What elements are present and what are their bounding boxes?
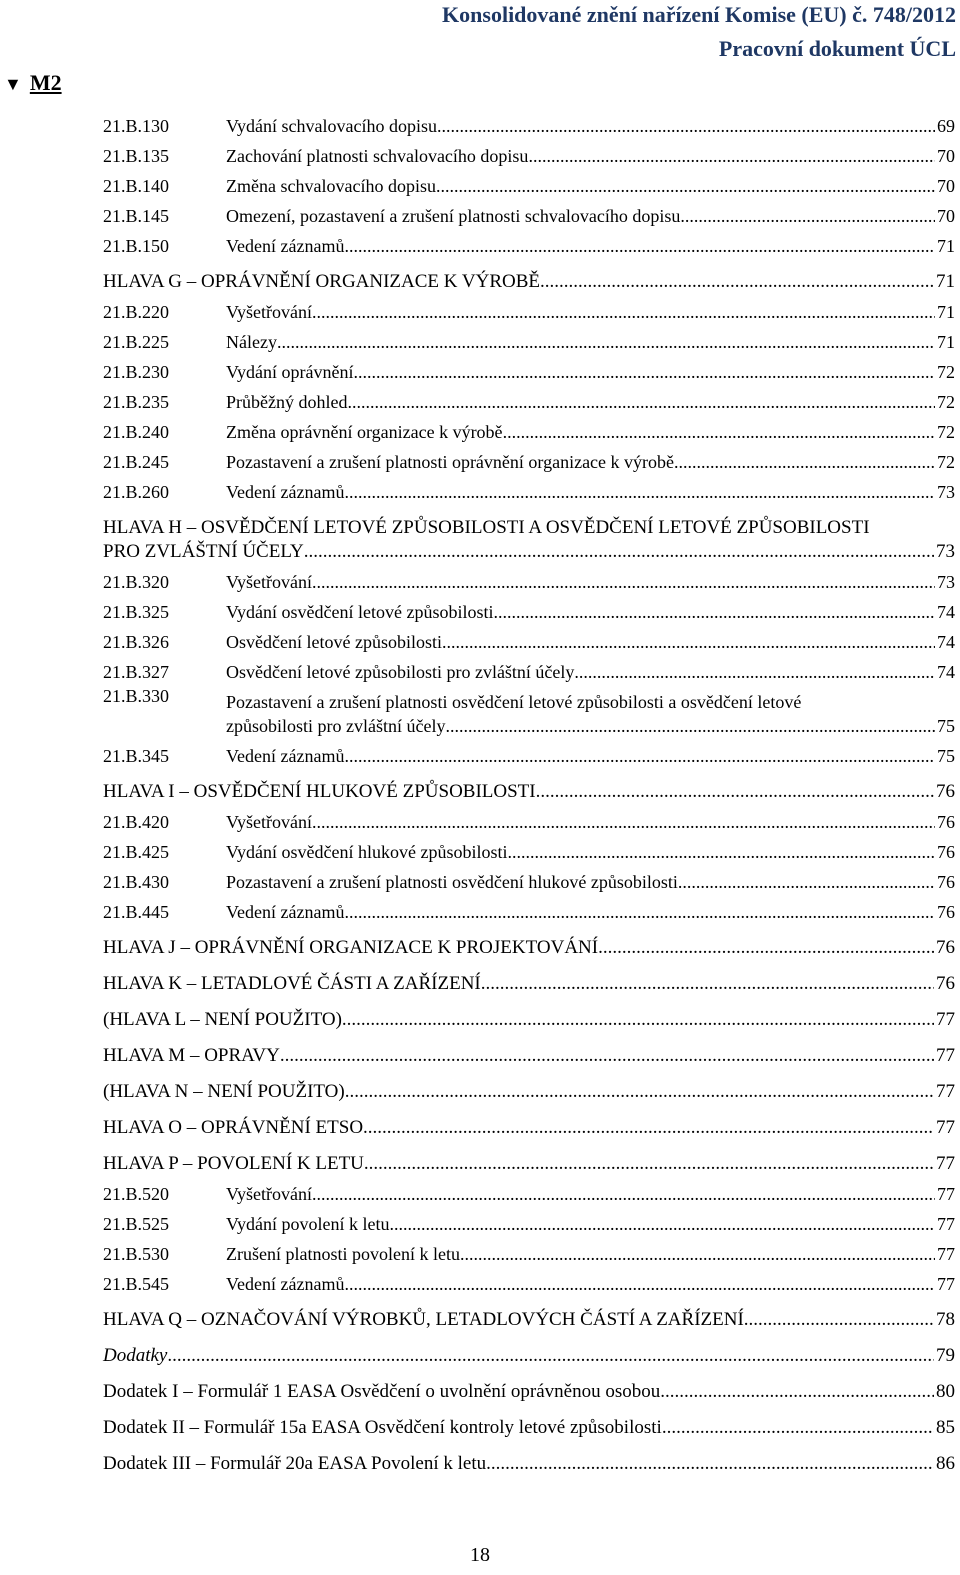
toc-entry-code: 21.B.230 [103, 362, 170, 382]
toc-entry-title: (HLAVA N – NENÍ POUŽITO) [103, 1081, 345, 1102]
toc-dot-leader [312, 570, 935, 594]
toc-entry-page: 74 [937, 632, 955, 652]
toc-entry-title: HLAVA P – POVOLENÍ K LETU [103, 1153, 364, 1174]
toc-section-entry[interactable] [103, 444, 955, 474]
toc-entry-page: 76 [937, 812, 955, 832]
toc-dot-leader [528, 144, 935, 168]
toc-dot-leader [344, 744, 935, 768]
toc-dot-leader [312, 1182, 935, 1206]
toc-entry-page: 77 [936, 1009, 955, 1030]
toc-entry-page: 75 [937, 746, 955, 766]
toc-entry-title: Osvědčení letové způsobilosti pro zvláštní účely [226, 662, 575, 682]
toc-dot-leader [344, 900, 935, 924]
toc-entry-title: Vedení záznamů [226, 236, 345, 256]
toc-section-entry[interactable] [103, 684, 955, 738]
toc-entry-page: 70 [937, 206, 955, 226]
toc-entry-page: 72 [937, 392, 955, 412]
toc-dot-leader [345, 1080, 934, 1104]
toc-section-entry[interactable] [103, 228, 955, 258]
toc-section-entry[interactable] [103, 384, 955, 414]
toc-entry-page: 69 [937, 116, 955, 136]
toc-chapter-entry[interactable] [103, 1296, 955, 1332]
toc-entry-page: 71 [937, 302, 955, 322]
toc-entry-title: Vedení záznamů [226, 1274, 345, 1294]
toc-section-entry[interactable] [103, 804, 955, 834]
toc-section-entry[interactable] [103, 1206, 955, 1236]
toc-entry-page: 75 [937, 716, 955, 736]
toc-entry-page: 70 [937, 146, 955, 166]
toc-entry-title: Vyšetřování [226, 812, 312, 832]
toc-entry-title: Vydání schvalovacího dopisu [226, 116, 437, 136]
toc-chapter-entry[interactable] [103, 504, 955, 564]
toc-section-entry[interactable] [103, 1176, 955, 1206]
toc-dot-leader [347, 390, 935, 414]
toc-dot-leader [481, 972, 934, 996]
toc-section-entry[interactable] [103, 834, 955, 864]
toc-entry-title-continued: PRO ZVLÁŠTNÍ ÚČELY [103, 541, 304, 562]
toc-entry-title: Dodatek I – Formulář 1 EASA Osvědčení o uvolnění oprávněnou osobou [103, 1381, 661, 1402]
toc-entry-title: Pozastavení a zrušení platnosti oprávnění organizace k výrobě [226, 452, 675, 472]
toc-entry-page: 79 [936, 1345, 955, 1366]
toc-dot-leader [680, 204, 935, 228]
toc-entry-page: 77 [937, 1214, 955, 1234]
toc-dot-leader [445, 714, 935, 738]
toc-entry-page: 77 [936, 1117, 955, 1138]
toc-section-entry[interactable] [103, 738, 955, 768]
toc-section-entry[interactable] [103, 168, 955, 198]
toc-entry-title: Průběžný dohled [226, 392, 348, 412]
toc-entry-code: 21.B.320 [103, 572, 170, 592]
toc-entry-page: 76 [936, 781, 955, 802]
toc-entry-page: 77 [937, 1244, 955, 1264]
toc-entry-title: Vydání povolení k letu [226, 1214, 390, 1234]
toc-dot-leader [353, 360, 935, 384]
toc-section-entry[interactable] [103, 354, 955, 384]
toc-chapter-entry[interactable] [103, 768, 955, 804]
toc-entry-page: 86 [936, 1453, 955, 1474]
toc-dot-leader [442, 630, 935, 654]
toc-dot-leader [678, 870, 935, 894]
toc-chapter-entry[interactable] [103, 1368, 955, 1404]
toc-chapter-entry[interactable] [103, 1440, 955, 1476]
toc-entry-page: 71 [936, 271, 955, 292]
toc-entry-page: 71 [937, 332, 955, 352]
page-number: 18 [470, 1544, 490, 1566]
toc-entry-page: 77 [937, 1184, 955, 1204]
toc-entry-title: Omezení, pozastavení a zrušení platnosti schvalovacího dopisu [226, 206, 681, 226]
toc-dot-leader [389, 1212, 935, 1236]
toc-entry-code: 21.B.326 [103, 632, 170, 652]
toc-entry-page: 77 [937, 1274, 955, 1294]
toc-entry-code: 21.B.145 [103, 206, 170, 226]
toc-entry-code: 21.B.445 [103, 902, 170, 922]
toc-dot-leader [660, 1380, 934, 1404]
toc-entry-title: HLAVA M – OPRAVY [103, 1045, 280, 1066]
table-of-contents [103, 108, 955, 1476]
toc-entry-page: 74 [937, 662, 955, 682]
toc-entry-title: Vyšetřování [226, 572, 312, 592]
toc-entry-code: 21.B.525 [103, 1214, 170, 1234]
toc-entry-page: 73 [937, 572, 955, 592]
toc-entry-title: HLAVA G – OPRÁVNĚNÍ ORGANIZACE K VÝROBĚ [103, 271, 541, 292]
toc-section-entry[interactable] [103, 324, 955, 354]
toc-entry-page: 76 [937, 872, 955, 892]
toc-entry-code: 21.B.225 [103, 332, 170, 352]
toc-dot-leader [344, 234, 935, 258]
toc-entry-code: 21.B.240 [103, 422, 170, 442]
toc-entry-title: HLAVA O – OPRÁVNĚNÍ ETSO [103, 1117, 364, 1138]
toc-entry-code: 21.B.430 [103, 872, 170, 892]
toc-chapter-entry[interactable] [103, 1332, 955, 1368]
toc-entry-code: 21.B.327 [103, 662, 170, 682]
toc-chapter-entry[interactable] [103, 1032, 955, 1068]
document-subtitle: Pracovní dokument ÚCL [718, 36, 956, 61]
toc-entry-code: 21.B.130 [103, 116, 170, 136]
toc-entry-page: 77 [936, 1153, 955, 1174]
toc-entry-title: Pozastavení a zrušení platnosti osvědčení hlukové způsobilosti [226, 872, 678, 892]
toc-entry-code: 21.B.545 [103, 1274, 170, 1294]
toc-chapter-entry[interactable] [103, 1140, 955, 1176]
toc-section-entry[interactable] [103, 198, 955, 228]
toc-entry-code: 21.B.330 [103, 686, 170, 706]
toc-entry-title: Vydání osvědčení hlukové způsobilosti [226, 842, 508, 862]
toc-entry-title: Vyšetřování [226, 1184, 312, 1204]
toc-dot-leader [436, 174, 935, 198]
toc-entry-code: 21.B.135 [103, 146, 170, 166]
toc-entry-page: 76 [936, 973, 955, 994]
toc-entry-code: 21.B.140 [103, 176, 170, 196]
toc-dot-leader [598, 936, 934, 960]
toc-entry-title: Osvědčení letové způsobilosti [226, 632, 442, 652]
toc-entry-title: Nálezy [226, 332, 277, 352]
toc-entry-title: Změna oprávnění organizace k výrobě [226, 422, 503, 442]
toc-dot-leader [364, 1152, 934, 1176]
toc-dot-leader [662, 1416, 934, 1440]
toc-entry-code: 21.B.345 [103, 746, 170, 766]
toc-entry-code: 21.B.325 [103, 602, 170, 622]
toc-section-entry[interactable] [103, 1236, 955, 1266]
toc-entry-page: 78 [936, 1309, 955, 1330]
toc-entry-page: 80 [936, 1381, 955, 1402]
toc-entry-code: 21.B.425 [103, 842, 170, 862]
toc-dot-leader [312, 810, 935, 834]
triangle-down-icon: ▼ [4, 74, 22, 94]
toc-dot-leader [536, 780, 934, 804]
toc-entry-title: Změna schvalovacího dopisu [226, 176, 436, 196]
toc-entry-page: 76 [937, 842, 955, 862]
toc-entry-code: 21.B.260 [103, 482, 170, 502]
toc-entry-title: HLAVA K – LETADLOVÉ ČÁSTI A ZAŘÍZENÍ [103, 973, 481, 994]
toc-entry-title: Vyšetřování [226, 302, 312, 322]
amendment-marker[interactable] [4, 70, 62, 96]
toc-section-entry[interactable] [103, 894, 955, 924]
toc-section-entry[interactable] [103, 294, 955, 324]
toc-section-entry[interactable] [103, 138, 955, 168]
toc-entry-page: 85 [936, 1417, 955, 1438]
toc-entry-title: HLAVA Q – OZNAČOVÁNÍ VÝROBKŮ, LETADLOVÝCH ČÁSTÍ A ZAŘÍZENÍ [103, 1309, 744, 1330]
toc-entry-code: 21.B.235 [103, 392, 170, 412]
document-title: Konsolidované znění nařízení Komise (EU) č. 748/2012 [442, 2, 956, 27]
toc-entry-title: Dodatek II – Formulář 15a EASA Osvědčení kontroly letové způsobilosti [103, 1417, 662, 1438]
toc-dot-leader [503, 420, 935, 444]
toc-chapter-entry[interactable] [103, 1068, 955, 1104]
toc-section-entry[interactable] [103, 414, 955, 444]
toc-dot-leader [744, 1308, 934, 1332]
toc-entry-code: 21.B.530 [103, 1244, 170, 1264]
toc-chapter-entry[interactable] [103, 1104, 955, 1140]
toc-entry-title-continued: způsobilosti pro zvláštní účely [226, 716, 446, 736]
toc-dot-leader [304, 540, 934, 564]
toc-dot-leader [437, 114, 935, 138]
toc-section-entry[interactable] [103, 624, 955, 654]
toc-dot-leader [312, 300, 935, 324]
toc-chapter-entry[interactable] [103, 258, 955, 294]
toc-dot-leader [540, 270, 934, 294]
toc-entry-page: 73 [937, 482, 955, 502]
toc-entry-page: 76 [936, 937, 955, 958]
toc-dot-leader [507, 840, 935, 864]
toc-chapter-entry[interactable] [103, 924, 955, 960]
toc-entry-title: Vedení záznamů [226, 902, 345, 922]
toc-dot-leader [486, 1452, 934, 1476]
toc-entry-title: HLAVA J – OPRÁVNĚNÍ ORGANIZACE K PROJEKTOVÁNÍ [103, 937, 599, 958]
toc-dot-leader [363, 1116, 934, 1140]
toc-section-entry[interactable] [103, 654, 955, 684]
toc-entry-title: (HLAVA L – NENÍ POUŽITO) [103, 1009, 342, 1030]
toc-dot-leader [167, 1344, 934, 1368]
toc-entry-code: 21.B.245 [103, 452, 170, 472]
toc-chapter-entry[interactable] [103, 960, 955, 996]
toc-entry-title: Dodatek III – Formulář 20a EASA Povolení k letu [103, 1453, 487, 1474]
toc-entry-title: Dodatky [103, 1345, 168, 1366]
toc-entry-title: Vydání osvědčení letové způsobilosti [226, 602, 494, 622]
toc-entry-title: Vedení záznamů [226, 482, 345, 502]
toc-dot-leader [342, 1008, 934, 1032]
toc-entry-code: 21.B.420 [103, 812, 170, 832]
toc-entry-page: 71 [937, 236, 955, 256]
toc-entry-title: Pozastavení a zrušení platnosti osvědčení letové způsobilosti a osvědčení letové [226, 692, 802, 712]
amendment-marker-label: M2 [29, 70, 62, 95]
toc-entry-page: 73 [936, 541, 955, 562]
toc-dot-leader [344, 480, 935, 504]
toc-chapter-entry[interactable] [103, 1404, 955, 1440]
toc-chapter-entry[interactable] [103, 996, 955, 1032]
toc-entry-title: HLAVA H – OSVĚDČENÍ LETOVÉ ZPŮSOBILOSTI A OSVĚDČENÍ LETOVÉ ZPŮSOBILOSTI [103, 517, 870, 538]
toc-entry-page: 74 [937, 602, 955, 622]
toc-entry-page: 77 [936, 1081, 955, 1102]
toc-entry-title: Vedení záznamů [226, 746, 345, 766]
toc-dot-leader [344, 1272, 935, 1296]
toc-section-entry[interactable] [103, 864, 955, 894]
toc-dot-leader [493, 600, 935, 624]
toc-section-entry[interactable] [103, 1266, 955, 1296]
toc-dot-leader [574, 660, 935, 684]
toc-dot-leader [280, 1044, 934, 1068]
toc-entry-title: Zrušení platnosti povolení k letu [226, 1244, 460, 1264]
toc-section-entry[interactable] [103, 474, 955, 504]
toc-entry-page: 72 [937, 452, 955, 472]
toc-entry-page: 70 [937, 176, 955, 196]
toc-section-entry[interactable] [103, 108, 955, 138]
toc-entry-page: 77 [936, 1045, 955, 1066]
toc-entry-title: Zachování platnosti schvalovacího dopisu [226, 146, 529, 166]
toc-entry-code: 21.B.150 [103, 236, 170, 256]
toc-section-entry[interactable] [103, 564, 955, 594]
toc-entry-page: 72 [937, 362, 955, 382]
toc-entry-page: 76 [937, 902, 955, 922]
toc-dot-leader [460, 1242, 935, 1266]
toc-entry-page: 72 [937, 422, 955, 442]
toc-entry-code: 21.B.520 [103, 1184, 170, 1204]
toc-entry-title: Vydání oprávnění [226, 362, 354, 382]
toc-entry-title: HLAVA I – OSVĚDČENÍ HLUKOVÉ ZPŮSOBILOSTI [103, 781, 536, 802]
toc-section-entry[interactable] [103, 594, 955, 624]
toc-entry-code: 21.B.220 [103, 302, 170, 322]
toc-dot-leader [674, 450, 935, 474]
toc-dot-leader [277, 330, 935, 354]
